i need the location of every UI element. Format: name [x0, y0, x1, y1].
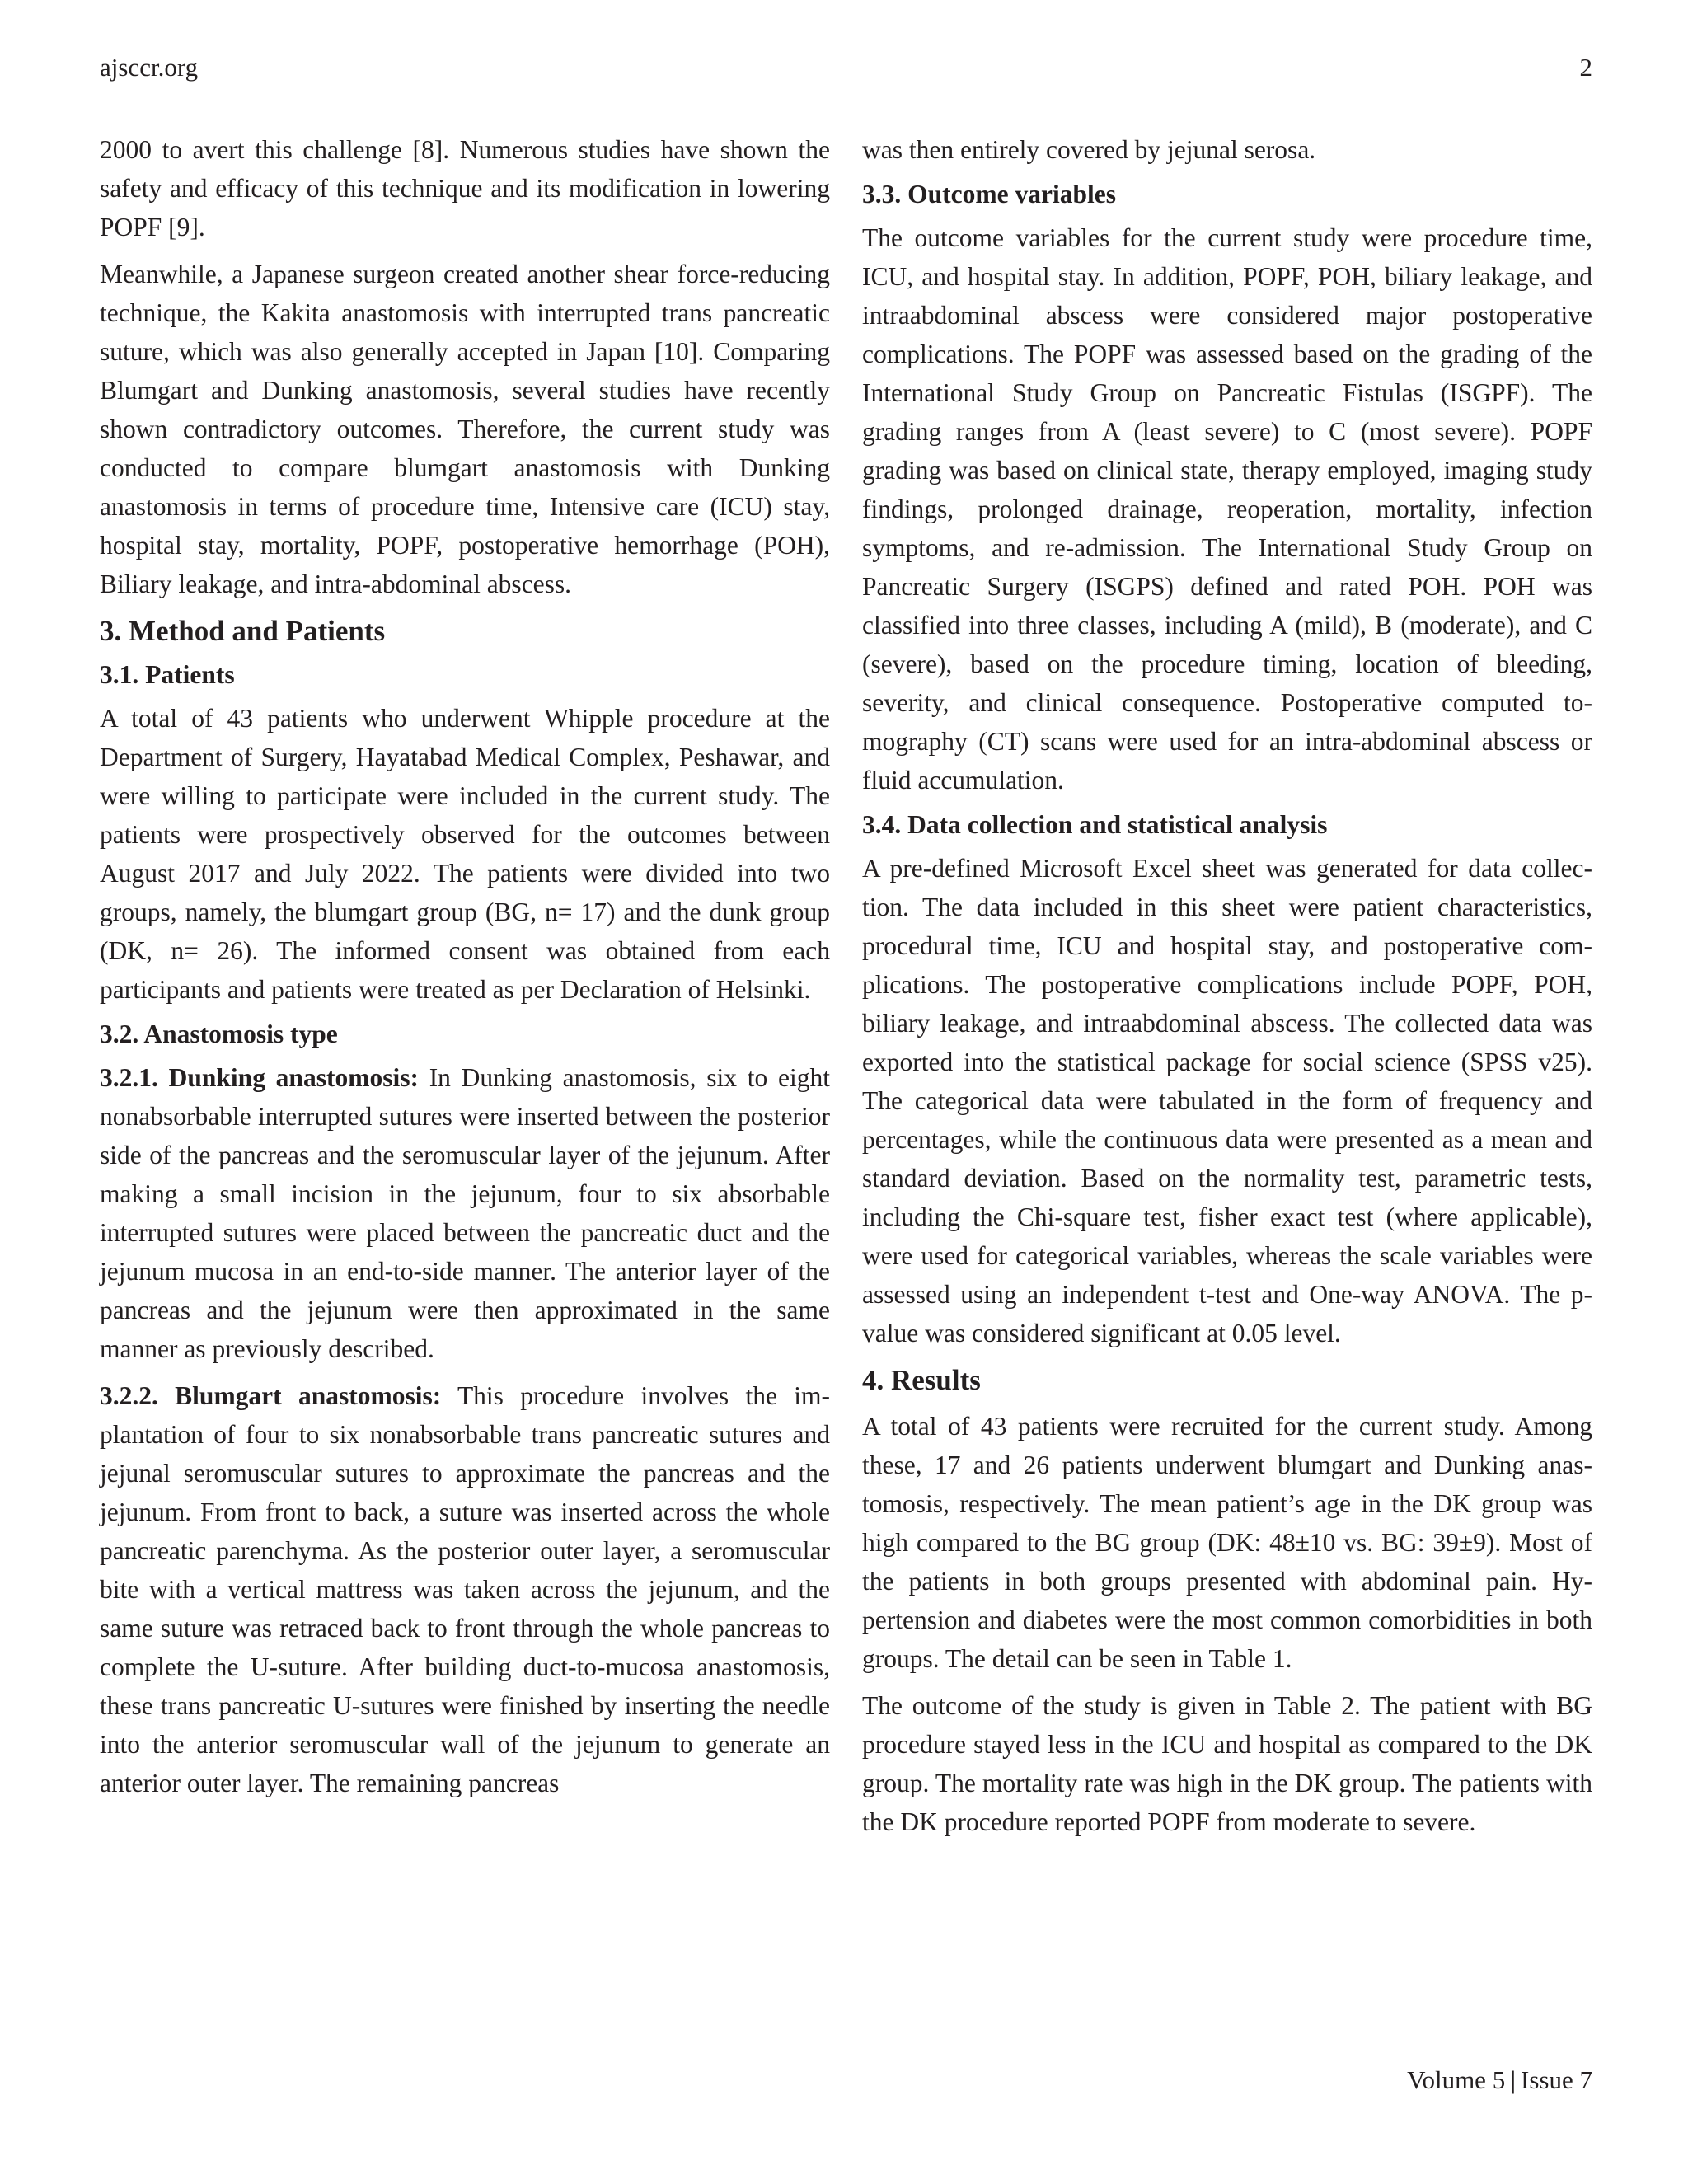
left-column [100, 130, 830, 1811]
right-column [862, 130, 1592, 1849]
blumgart-text: This procedure involves the implantation of four to six nonabsorbable trans pancreatic sutures and jejunal seromuscular sutures to approximate the pancreas and the jejunum. From front to back, a suture was inserted across the whole pancreatic parenchyma. As the posterior outer layer, a seromuscular bite with a vertical mattress was taken across the jejunum, and the same suture was retraced back to front through the whole pancreas to complete the U-suture. After building duct-to-mucosa anastomosis, these trans pancreatic U-sutures were finished by inserting the needle into the anterior seromuscular wall of the jejunum to generate an anterior outer layer. The remaining pancreas [100, 1381, 830, 1797]
paragraph-intro-continued: 2000 to avert this challenge [8]. Numerous studies have shown the safety and efficacy of this technique and its modification in lowering POPF [9]. [100, 135, 830, 241]
dunking-text: In Dunking anastomosis, six to eight nonabsorbable interrupted sutures were inserted between the posterior side of the pancreas and the seromuscular layer of the jejunum. After making a small incision in the jejunum, four to six absorbable interrupted sutures were placed between the pancreatic duct and the jejunum mucosa in an end-to-side manner. The anterior layer of the pancreas and the jejunum were then approximated in the same manner as previously described. [100, 1063, 830, 1363]
paragraph-dunking [100, 1058, 830, 1368]
section-heading-results: 4. Results [862, 1364, 981, 1396]
paragraph-results-1: A total of 43 patients were recruited for the current study. Among these, 17 and 26 patients underwent blumgart and Dunking anastomosis, respectively. The mean patient’s age in the DK group was high compared to the BG group (DK: 48±10 vs. BG: 39±9). Most of the patients in both groups presented with abdominal pain. Hypertension and diabetes were the most common comorbidities in both groups. The detail can be seen in Table 1. [862, 1412, 1592, 1673]
paragraph-kakita: Meanwhile, a Japanese surgeon created another shear force-reducing technique, the Kakita anastomosis with interrupted trans pancreatic suture, which was also generally accepted in Japan [10]. Comparing Blumgart and Dunking anastomosis, several studies have recently shown contradictory outcomes. Therefore, the current study was conducted to compare blumgart anastomosis with Dunking anastomosis in terms of procedure time, Intensive care (ICU) stay, hospital stay, mortality, POPF, postoperative hemorrhage (POH), Biliary leakage, and intra-abdominal abscess. [100, 260, 830, 598]
subsection-heading-anastomosis-type: 3.2. Anastomosis type [100, 1019, 338, 1048]
paragraph-blumgart [100, 1376, 830, 1802]
runin-heading-blumgart: 3.2.2. Blumgart anastomosis: [100, 1381, 442, 1410]
section-heading-methods: 3. Method and Patients [100, 615, 386, 647]
paragraph-blumgart-continued: was then entirely covered by jejunal serosa. [862, 135, 1316, 164]
paragraph-patients: A total of 43 patients who underwent Whipple procedure at the Department of Surgery, Hayatabad Medical Complex, Peshawar, and were willing to participate were included in the current study. The patients were prospectively observed for the outcomes between August 2017 and July 2022. The patients were divided into two groups, namely, the blumgart group (BG, n= 17) and the dunk group (DK, n= 26). The informed consent was obtained from each participants and patients were treated as per Declaration of Helsinki. [100, 704, 830, 1004]
footer-volume-issue [1352, 2064, 1592, 2097]
page-number: 2 [1579, 53, 1592, 82]
journal-site: ajsccr.org [100, 53, 199, 82]
footer-volume: Volume 5 [1407, 2065, 1506, 2094]
subsection-heading-outcome-variables: 3.3. Outcome variables [862, 180, 1116, 209]
runin-heading-dunking: 3.2.1. Dunking anastomosis: [100, 1063, 419, 1092]
paragraph-outcome-variables: The outcome variables for the current study were procedure time, ICU, and hospital stay. In addition, POPF, POH, biliary leakage, and intraabdominal abscess were considered major postoperative complications. The POPF was assessed based on the grading of the International Study Group on Pancreatic Fistulas (ISGPF). The grading ranges from A (least severe) to C (most severe). POPF grading was based on clinical state, therapy employed, imaging study findings, prolonged drainage, reoperation, mortality, infection symptoms, and re-admission. The International Study Group on Pancreatic Surgery (ISGPS) defined and rated POH. POH was classified into three classes, including A (mild), B (moderate), and C (severe), based on the procedure timing, location of bleeding, severity, and clinical consequence. Postoperative computed tomography (CT) scans were used for an intra-abdominal abscess or fluid accumulation. [862, 223, 1592, 794]
subsection-heading-patients: 3.1. Patients [100, 660, 235, 689]
footer-separator: | [1510, 2065, 1517, 2094]
footer-issue: Issue 7 [1521, 2065, 1592, 2094]
paragraph-results-2: The outcome of the study is given in Table 2. The patient with BG procedure stayed less in the ICU and hospital as compared to the DK group. The mortality rate was high in the DK group. The patients with the DK procedure reported POPF from moderate to severe. [862, 1691, 1592, 1836]
subsection-heading-data-collection: 3.4. Data collection and statistical analysis [862, 810, 1328, 839]
paragraph-data-collection: A pre-defined Microsoft Excel sheet was generated for data collection. The data included in this sheet were patient characteristics, procedural time, ICU and hospital stay, and postoperative complications. The postoperative complications include POPF, POH, biliary leakage, and intraabdominal abscess. The collected data was exported into the statistical package for social science (SPSS v25). The categorical data were tabulated in the form of frequency and percentages, while the continuous data were presented as a mean and standard deviation. Based on the normality test, parametric tests, including the Chi-square test, fisher exact test (where applicable), were used for categorical variables, whereas the scale variables were assessed using an independent t-test and One-way ANOVA. The p-value was considered significant at 0.05 level. [862, 854, 1592, 1347]
